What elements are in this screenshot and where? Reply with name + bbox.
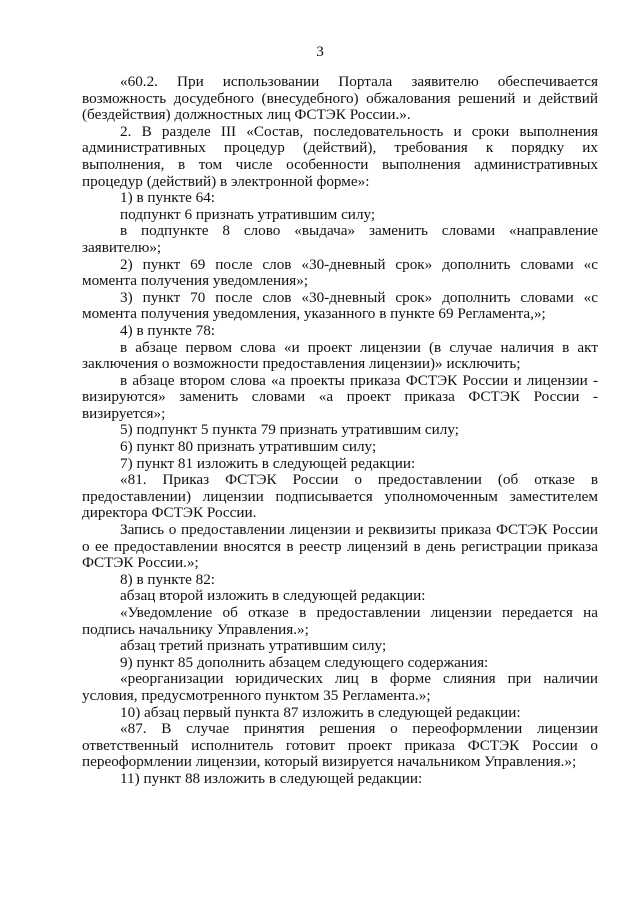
- item-5: 5) подпункт 5 пункта 79 признать утратившим силу;: [120, 421, 459, 439]
- item-8-notice: «Уведомление об отказе в предоставлении лицензии передается на подпись начальнику Управления.»;: [82, 604, 598, 638]
- item-8-heading: 8) в пункте 82:: [120, 570, 216, 588]
- item-8-paragraph-3: абзац третий признать утратившим силу;: [120, 637, 387, 655]
- item-11: 11) пункт 88 изложить в следующей редакции:: [120, 769, 423, 787]
- paragraph-60-2: «60.2. При использовании Портала заявителю обеспечивается возможность досудебного (внесудебного) обжалования решений и действий (бездействия) должностных лиц ФСТЭК России.».: [82, 73, 598, 124]
- paragraph-section-3: 2. В разделе III «Состав, последовательность и сроки выполнения административных процедур (действий), требования к порядку их выполнения, в том числе особенности выполнения административных процедур (действий) в электронной форме»:: [82, 122, 598, 190]
- item-7: 7) пункт 81 изложить в следующей редакции:: [120, 454, 416, 472]
- document-body: [82, 74, 598, 788]
- item-2: 2) пункт 69 после слов «30-дневный срок» дополнить словами «с момента получения уведомления»;: [82, 255, 598, 290]
- item-8-paragraph-2: абзац второй изложить в следующей редакции:: [120, 587, 426, 605]
- item-1-heading: 1) в пункте 64:: [120, 189, 216, 207]
- item-4-heading: 4) в пункте 78:: [120, 321, 216, 339]
- point-87-text: «87. В случае принятия решения о переоформлении лицензии ответственный исполнитель готовит проект приказа ФСТЭК России о переоформлении лицензии, который визируется начальником Управления.»;: [82, 720, 598, 771]
- item-9-text: «реорганизации юридических лиц в форме слияния при наличии условия, предусмотренного пунктом 35 Регламента.»;: [82, 670, 598, 704]
- item-4-paragraph-1: в абзаце первом слова «и проект лицензии (в случае наличия в акт заключения о возможности предоставления лицензии)» исключить;: [82, 338, 598, 373]
- item-3: 3) пункт 70 после слов «30-дневный срок» дополнить словами «с момента получения уведомления, указанного в пункте 69 Регламента,»;: [82, 288, 598, 323]
- page-number: 3: [316, 43, 324, 60]
- point-81-text: «81. Приказ ФСТЭК России о предоставлении (об отказе в предоставлении) лицензии подписывается уполномоченным заместителем директора ФСТЭК России.: [82, 471, 598, 522]
- item-10: 10) абзац первый пункта 87 изложить в следующей редакции:: [120, 703, 521, 721]
- point-81-registry: Запись о предоставлении лицензии и реквизиты приказа ФСТЭК России о ее предоставлении вносятся в реестр лицензий в день регистрации приказа ФСТЭК России.»;: [82, 521, 598, 572]
- item-6: 6) пункт 80 признать утратившим силу;: [120, 438, 377, 456]
- item-1-subpoint-8: в подпункте 8 слово «выдача» заменить словами «направление заявителю»;: [82, 222, 598, 256]
- item-9: 9) пункт 85 дополнить абзацем следующего содержания:: [120, 653, 489, 671]
- item-1-subpoint-6: подпункт 6 признать утратившим силу;: [120, 205, 376, 223]
- item-4-paragraph-2: в абзаце втором слова «а проекты приказа ФСТЭК России и лицензии - визируются» заменить словами «а проект приказа ФСТЭК России - визируется»;: [82, 371, 598, 422]
